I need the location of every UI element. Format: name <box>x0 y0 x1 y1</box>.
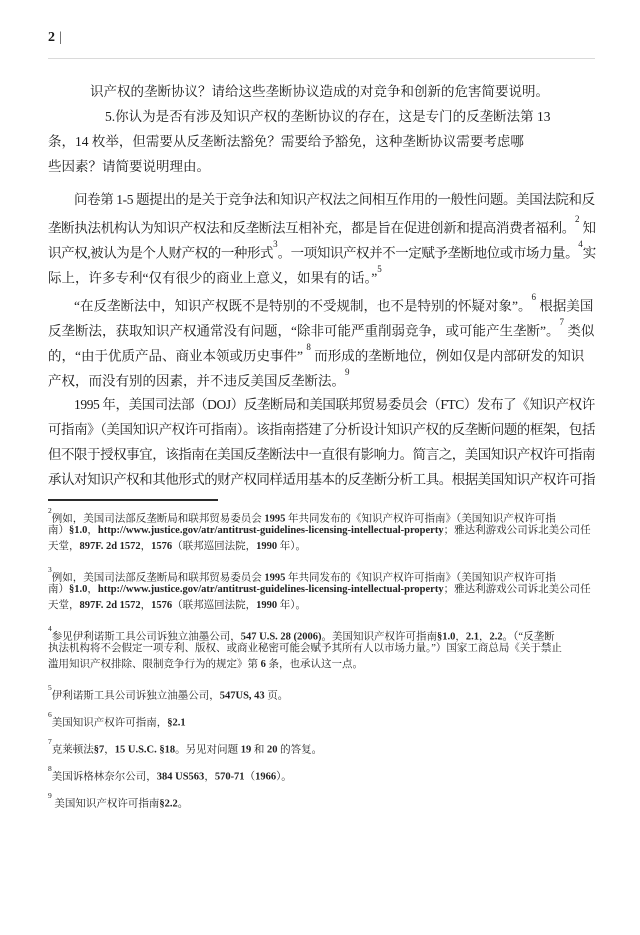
question-line: 5.你认为是否有涉及知识产权的垄断协议的存在，这是专门的反垄断法第 13 <box>105 109 551 124</box>
body-line: 承认对知识产权和其他形式的财产权同样适用基本的反垄断分析工具。根据美国知识产权许可指 <box>48 472 595 487</box>
body-paragraph <box>48 187 595 287</box>
citation-text: §2.1 <box>167 717 186 729</box>
citation-text: 2.2 <box>489 631 503 643</box>
page-number-divider: | <box>59 30 62 45</box>
footnote <box>48 684 595 700</box>
footnote-ref: 6 <box>48 710 52 719</box>
footnote <box>48 625 595 673</box>
citation-text: §2.2 <box>159 798 178 810</box>
document-page <box>0 30 640 935</box>
question-block <box>48 79 595 179</box>
header-rule <box>48 58 595 59</box>
body-paragraph <box>48 392 595 492</box>
citation-text: 2.1 <box>465 631 480 643</box>
citation-text: 1995 <box>264 513 286 525</box>
footnote-ref: 6 <box>531 292 536 302</box>
footnote-line: 天堂，897F. 2d 1572，1576（联邦巡回法院，1990 年）。 <box>48 600 307 611</box>
citation-text: http://www.justice.gov/atr/antitrust-guidelines-licensing-intellectual-property <box>97 525 444 536</box>
body-line: 反垄断法，获取知识产权通常没有问题，“除非可能严重削弱竞争，或可能产生垄断”。$^7$ 类似 <box>48 317 595 339</box>
footnote-ref: 4 <box>578 239 583 249</box>
footnote-line: 滥用知识产权排除、限制竞争行为的规定》第 6 条，也承认这一点。 <box>48 659 363 670</box>
citation-text: 1576 <box>151 600 173 611</box>
citation-text: http://www.justice.gov/atr/antitrust-guidelines-licensing-intellectual-property <box>97 584 444 595</box>
footnotes-section <box>48 501 595 808</box>
citation-text: 547 U.S. 28 (2006) <box>240 631 322 643</box>
body-paragraph <box>48 290 595 390</box>
footnote-line: 南）§1.0，http://www.justice.gov/atr/antitrust-guidelines-licensing-intellectual-property；雅达利游戏公司诉北美公司任 <box>48 584 591 595</box>
footnote-line: 执法机构将不会假定一项专利、版权、或商业秘密可能会赋予其所有人以市场力量。”）国家工商总局《关于禁止 <box>48 643 562 654</box>
page-header <box>48 30 595 50</box>
citation-text: 1990 <box>256 600 278 611</box>
citation-text: 1966 <box>255 771 277 783</box>
footnote <box>48 792 595 808</box>
body-line: 际上，许多专利“仅有很少的商业上意义，如果有的话。”$^5$ <box>48 264 382 286</box>
citation-text: 547US, 43 <box>219 690 265 702</box>
citation-text: §1.0 <box>69 584 88 595</box>
footnote-ref: 3 <box>273 239 278 249</box>
question-line: 些因素？请简要说明理由。 <box>48 159 210 174</box>
citation-text: 19 <box>240 744 252 756</box>
page-content <box>48 30 595 808</box>
footnote-line: 天堂，897F. 2d 1572，1576（联邦巡回法院，1990 年）。 <box>48 541 307 552</box>
body-line: 的，“由于优质产品、商业本领或历史事件” $^8$ 而形成的垄断地位，例如仅是内部研发的知识 <box>48 342 585 364</box>
footnote-ref: 8 <box>306 342 311 352</box>
footnote-ref: 9 <box>345 367 350 377</box>
citation-text: 384 US563 <box>156 771 205 783</box>
body-line: 1995 年，美国司法部（DOJ）反垄断局和美国联邦贸易委员会（FTC）发布了《知识产权许 <box>74 397 595 412</box>
footnote-line: $^7$克莱顿法§7，15 U.S.C. §18。另见对问题 19 和 20 的答复。 <box>48 737 323 756</box>
citation-text: 1990 <box>256 541 278 552</box>
footnote-line: $^3$例如，美国司法部反垄断局和联邦贸易委员会 1995 年共同发布的《知识产权许可指南》（美国知识产权许可指 <box>48 565 556 584</box>
page-number: 2 <box>48 30 55 45</box>
footnote-ref: 4 <box>48 624 52 633</box>
citation-text: 6 <box>260 659 266 670</box>
citation-text: 897F. 2d 1572 <box>79 600 141 611</box>
citation-text: 897F. 2d 1572 <box>79 541 141 552</box>
body-line: 问卷第 1-5 题提出的是关于竞争法和知识产权法之间相互作用的一般性问题。美国法院和反 <box>74 192 595 207</box>
footnote <box>48 507 595 555</box>
footnote-line: 南）§1.0，http://www.justice.gov/atr/antitrust-guidelines-licensing-intellectual-property；雅达利游戏公司诉北美公司任 <box>48 525 591 536</box>
body-line: 可指南》（美国知识产权许可指南）。该指南搭建了分析设计知识产权的反垄断问题的框架，包括 <box>48 422 595 437</box>
citation-text: §1.0 <box>437 631 456 643</box>
footnote-ref: 3 <box>48 565 52 574</box>
footnote-line: $^9$ 美国知识产权许可指南§2.2。 <box>48 791 189 810</box>
footnote-ref: 2 <box>48 506 52 515</box>
citation-text: §7 <box>93 744 105 756</box>
question-line: 条，14 枚举，但需要从反垄断法豁免？需要给予豁免，这种垄断协议需要考虑哪 <box>48 134 524 149</box>
citation-text: 570-71 <box>214 771 245 783</box>
citation-text: §1.0 <box>69 525 88 536</box>
footnote-ref: 7 <box>559 317 564 327</box>
footnote-ref: 9 <box>48 791 52 800</box>
footnote-ref: 5 <box>377 264 382 274</box>
footnote-line: $^8$美国诉格林奈尔公司，384 US563，570-71（1966）。 <box>48 764 292 783</box>
footnote-ref: 2 <box>574 214 580 224</box>
footnote <box>48 711 595 727</box>
footnote-line: $^4$参见伊利诺斯工具公司诉独立油墨公司，547 U.S. 28 (2006)。美国知识产权许可指南§1.0，2.1，2.2。（“反垄断 <box>48 624 555 643</box>
citation-text: 15 U.S.C. §18 <box>114 744 176 756</box>
body-line: “在反垄断法中，知识产权既不是特别的不受规制，也不是特别的怀疑对象”。$^6$ 根据美国 <box>74 292 594 314</box>
citation-text: 20 <box>267 744 278 756</box>
footnote-ref: 5 <box>48 683 52 692</box>
footnote <box>48 566 595 614</box>
body-line: 但不限于授权事宜，该指南在美国反垄断法中一直很有影响力。简言之，美国知识产权许可指南 <box>48 447 595 462</box>
body-line: 识产权,被认为是个人财产权的一种形式$^3$。一项知识产权并不一定赋予垄断地位或市场力量。$^4$实 <box>48 239 596 261</box>
footnote <box>48 738 595 754</box>
question-line: 识产权的垄断协议？请给这些垄断协议造成的对竞争和创新的危害简要说明。 <box>90 84 549 99</box>
body-line: 产权，而没有别的因素，并不违反美国反垄断法。$^9$ <box>48 367 350 389</box>
citation-text: 1995 <box>264 572 286 584</box>
footnote-line: $^2$例如，美国司法部反垄断局和联邦贸易委员会 1995 年共同发布的《知识产权许可指南》（美国知识产权许可指 <box>48 506 556 525</box>
footnote-ref: 8 <box>48 764 52 773</box>
footnote-ref: 7 <box>48 737 52 746</box>
citation-text: 1576 <box>151 541 173 552</box>
footnote-line: $^5$伊利诺斯工具公司诉独立油墨公司，547US, 43 页。 <box>48 683 289 702</box>
footnote-line: $^6$美国知识产权许可指南，§2.1 <box>48 710 186 729</box>
body-line: 垄断执法机构认为知识产权法和反垄断法互相补充，都是旨在促进创新和提高消费者福利。$^2$ 知 <box>48 214 596 236</box>
footnote <box>48 765 595 781</box>
